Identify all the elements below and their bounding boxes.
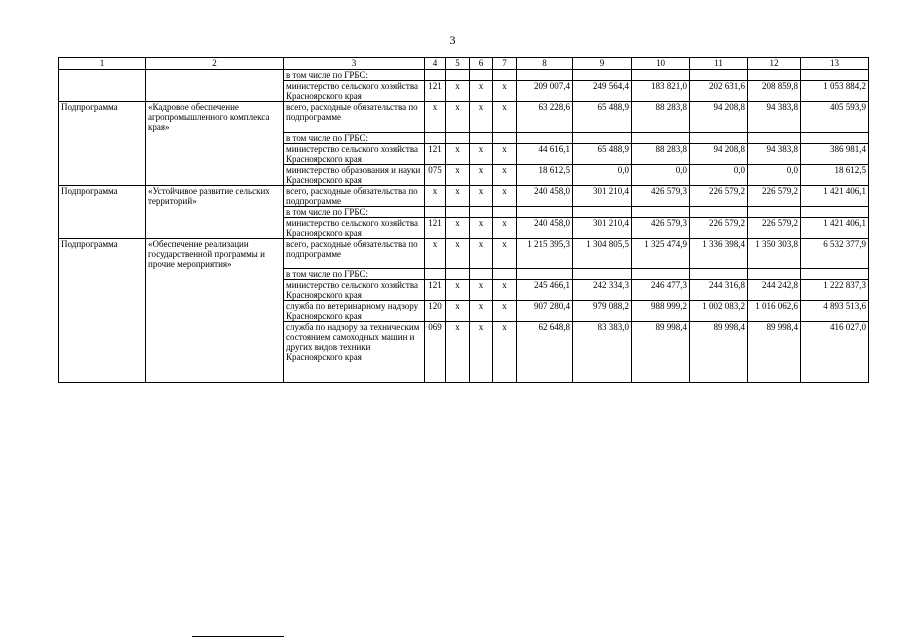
table-cell-c6: х	[470, 143, 493, 164]
table-cell-c11	[690, 269, 748, 280]
table-cell-c2	[146, 269, 284, 280]
table-cell-c5: х	[446, 238, 470, 269]
table-cell-c2	[146, 70, 284, 81]
table-cell-c9	[573, 70, 632, 81]
table-cell-c6: х	[470, 280, 493, 301]
table-row	[59, 269, 869, 280]
table-cell-c10	[632, 132, 690, 143]
table-cell-c13: 1 222 837,3	[801, 280, 869, 301]
table-cell-c9: 979 088,2	[573, 301, 632, 322]
table-cell-c9: 249 564,4	[573, 81, 632, 102]
table-cell-c5: х	[446, 185, 470, 206]
table-cell-c5	[446, 132, 470, 143]
table-cell-c6	[470, 70, 493, 81]
table-cell-c5: х	[446, 81, 470, 102]
table-cell-c1: Подпрограмма	[59, 102, 146, 133]
header-cell: 10	[632, 58, 690, 70]
table-cell-c5	[446, 269, 470, 280]
table-cell-c4: х	[425, 185, 446, 206]
footnote-separator	[192, 636, 284, 637]
table-cell-c11: 202 631,6	[690, 81, 748, 102]
table-cell-c3: министерство сельского хозяйства Красноярского края	[284, 143, 425, 164]
table-cell-c11: 1 002 083,2	[690, 301, 748, 322]
table-cell-c13	[801, 70, 869, 81]
table-cell-c4	[425, 132, 446, 143]
table-cell-c4: х	[425, 102, 446, 133]
table-cell-c11: 89 998,4	[690, 322, 748, 383]
table-cell-c2	[146, 143, 284, 164]
table-cell-c10: 88 283,8	[632, 102, 690, 133]
table-cell-c9	[573, 269, 632, 280]
table-cell-c5	[446, 206, 470, 217]
table-cell-c3: в том числе по ГРБС:	[284, 132, 425, 143]
table-cell-c3: в том числе по ГРБС:	[284, 206, 425, 217]
table-cell-c6	[470, 269, 493, 280]
table-cell-c11: 226 579,2	[690, 217, 748, 238]
table-cell-c9: 301 210,4	[573, 185, 632, 206]
table-cell-c8: 907 280,4	[517, 301, 573, 322]
table-cell-c2: «Устойчивое развитие сельских территорий»	[146, 185, 284, 206]
table-cell-c4: 121	[425, 217, 446, 238]
table-cell-c9	[573, 206, 632, 217]
table-cell-c12: 1 350 303,8	[748, 238, 801, 269]
table-cell-c2	[146, 81, 284, 102]
header-cell: 11	[690, 58, 748, 70]
table-cell-c11: 226 579,2	[690, 185, 748, 206]
table-row	[59, 217, 869, 238]
table-row	[59, 280, 869, 301]
table-cell-c3: всего, расходные обязательства по подпрограмме	[284, 185, 425, 206]
table-cell-c6	[470, 132, 493, 143]
table-cell-c10: 89 998,4	[632, 322, 690, 383]
table-cell-c8: 1 215 395,3	[517, 238, 573, 269]
table-cell-c6: х	[470, 301, 493, 322]
table-cell-c5: х	[446, 322, 470, 383]
table-cell-c1	[59, 164, 146, 185]
table-cell-c12: 94 383,8	[748, 102, 801, 133]
table-cell-c8	[517, 132, 573, 143]
table-cell-c3: служба по надзору за техническим состоянием самоходных машин и других видов техники Красноярского края	[284, 322, 425, 383]
table-cell-c7: х	[493, 301, 517, 322]
table-row	[59, 238, 869, 269]
table-cell-c2	[146, 132, 284, 143]
page-number: 3	[449, 33, 456, 47]
table-cell-c11	[690, 70, 748, 81]
table-cell-c5: х	[446, 217, 470, 238]
table-cell-c10: 1 325 474,9	[632, 238, 690, 269]
table-cell-c13: 6 532 377,9	[801, 238, 869, 269]
header-cell: 4	[425, 58, 446, 70]
table-cell-c12: 226 579,2	[748, 185, 801, 206]
table-row	[59, 81, 869, 102]
header-cell: 13	[801, 58, 869, 70]
table-cell-c4: 121	[425, 81, 446, 102]
table-cell-c6: х	[470, 322, 493, 383]
table-cell-c13: 405 593,9	[801, 102, 869, 133]
table-cell-c8: 245 466,1	[517, 280, 573, 301]
table-cell-c7: х	[493, 102, 517, 133]
table-row	[59, 301, 869, 322]
table-cell-c1	[59, 70, 146, 81]
table-cell-c9: 83 383,0	[573, 322, 632, 383]
table-cell-c3: служба по ветеринарному надзору Красноярского края	[284, 301, 425, 322]
table-cell-c3: министерство сельского хозяйства Красноярского края	[284, 217, 425, 238]
table-row	[59, 70, 869, 81]
table-cell-c2	[146, 280, 284, 301]
table-cell-c3: в том числе по ГРБС:	[284, 70, 425, 81]
table-row	[59, 185, 869, 206]
table-cell-c11: 0,0	[690, 164, 748, 185]
table-cell-c7: х	[493, 238, 517, 269]
table-cell-c10: 246 477,3	[632, 280, 690, 301]
table-cell-c1	[59, 322, 146, 383]
table-cell-c13: 1 421 406,1	[801, 185, 869, 206]
table-cell-c2	[146, 217, 284, 238]
table-cell-c1: Подпрограмма	[59, 238, 146, 269]
table-cell-c8	[517, 269, 573, 280]
table-cell-c9: 301 210,4	[573, 217, 632, 238]
table-cell-c3: всего, расходные обязательства по подпрограмме	[284, 102, 425, 133]
table-cell-c3: всего, расходные обязательства по подпрограмме	[284, 238, 425, 269]
table-row	[59, 322, 869, 383]
table-cell-c7: х	[493, 164, 517, 185]
header-cell: 3	[284, 58, 425, 70]
table-cell-c10	[632, 269, 690, 280]
table-row	[59, 164, 869, 185]
header-cell: 6	[470, 58, 493, 70]
table-cell-c8: 18 612,5	[517, 164, 573, 185]
table-cell-c7	[493, 206, 517, 217]
table-cell-c7	[493, 70, 517, 81]
table-cell-c9: 0,0	[573, 164, 632, 185]
table-cell-c7: х	[493, 81, 517, 102]
table-cell-c7	[493, 269, 517, 280]
table-cell-c8: 209 007,4	[517, 81, 573, 102]
table-cell-c5: х	[446, 301, 470, 322]
table-cell-c8: 62 648,8	[517, 322, 573, 383]
budget-table	[58, 57, 869, 383]
table-cell-c1	[59, 132, 146, 143]
table-cell-c5: х	[446, 280, 470, 301]
table-cell-c1	[59, 143, 146, 164]
table-cell-c8	[517, 70, 573, 81]
table-cell-c8: 63 228,6	[517, 102, 573, 133]
table-cell-c9: 242 334,3	[573, 280, 632, 301]
table-cell-c13: 1 421 406,1	[801, 217, 869, 238]
table-cell-c4: х	[425, 238, 446, 269]
table-cell-c2: «Обеспечение реализации государственной программы и прочие мероприятия»	[146, 238, 284, 269]
table-cell-c7: х	[493, 217, 517, 238]
table-cell-c7: х	[493, 143, 517, 164]
header-cell: 5	[446, 58, 470, 70]
table-cell-c8: 240 458,0	[517, 185, 573, 206]
table-cell-c10: 183 821,0	[632, 81, 690, 102]
table-cell-c13: 386 981,4	[801, 143, 869, 164]
table-cell-c1: Подпрограмма	[59, 185, 146, 206]
table-cell-c9: 65 488,9	[573, 143, 632, 164]
table-cell-c8: 240 458,0	[517, 217, 573, 238]
table-cell-c6	[470, 206, 493, 217]
table-cell-c12: 208 859,8	[748, 81, 801, 102]
table-cell-c13: 416 027,0	[801, 322, 869, 383]
header-cell: 9	[573, 58, 632, 70]
table-cell-c2	[146, 206, 284, 217]
header-cell: 1	[59, 58, 146, 70]
header-cell: 12	[748, 58, 801, 70]
table-cell-c13	[801, 132, 869, 143]
table-cell-c11	[690, 132, 748, 143]
table-cell-c7: х	[493, 185, 517, 206]
table-cell-c11: 244 316,8	[690, 280, 748, 301]
table-cell-c6: х	[470, 185, 493, 206]
table-cell-c4	[425, 206, 446, 217]
table-cell-c4: 121	[425, 143, 446, 164]
table-cell-c2	[146, 322, 284, 383]
table-cell-c10	[632, 206, 690, 217]
table-cell-c6: х	[470, 102, 493, 133]
table-row	[59, 102, 869, 133]
table-cell-c3: министерство сельского хозяйства Красноярского края	[284, 280, 425, 301]
table-cell-c2	[146, 164, 284, 185]
table-cell-c1	[59, 269, 146, 280]
table-cell-c4	[425, 269, 446, 280]
table-cell-c10: 426 579,3	[632, 217, 690, 238]
table-cell-c12	[748, 206, 801, 217]
table-cell-c13	[801, 206, 869, 217]
table-cell-c1	[59, 217, 146, 238]
table-cell-c12: 94 383,8	[748, 143, 801, 164]
table-cell-c4: 120	[425, 301, 446, 322]
table-cell-c6: х	[470, 164, 493, 185]
table-cell-c6: х	[470, 238, 493, 269]
table-cell-c1	[59, 301, 146, 322]
table-cell-c12	[748, 132, 801, 143]
table-cell-c4: 075	[425, 164, 446, 185]
table-cell-c5: х	[446, 143, 470, 164]
table-cell-c11: 94 208,8	[690, 143, 748, 164]
table-cell-c9	[573, 132, 632, 143]
table-cell-c2	[146, 301, 284, 322]
table-cell-c7: х	[493, 280, 517, 301]
table-cell-c12: 89 998,4	[748, 322, 801, 383]
table-cell-c3: министерство образования и науки Красноярского края	[284, 164, 425, 185]
table-cell-c11: 1 336 398,4	[690, 238, 748, 269]
table-cell-c11: 94 208,8	[690, 102, 748, 133]
header-row	[59, 58, 869, 70]
table-cell-c10: 88 283,8	[632, 143, 690, 164]
table-cell-c7: х	[493, 322, 517, 383]
table-cell-c4	[425, 70, 446, 81]
header-cell: 7	[493, 58, 517, 70]
table-cell-c6: х	[470, 217, 493, 238]
table-cell-c8	[517, 206, 573, 217]
table-cell-c8: 44 616,1	[517, 143, 573, 164]
table-cell-c12: 226 579,2	[748, 217, 801, 238]
table-cell-c10: 988 999,2	[632, 301, 690, 322]
table-cell-c1	[59, 280, 146, 301]
table-cell-c10	[632, 70, 690, 81]
table-cell-c2: «Кадровое обеспечение агропромышленного комплекса края»	[146, 102, 284, 133]
table-cell-c9: 65 488,9	[573, 102, 632, 133]
table-cell-c13: 18 612,5	[801, 164, 869, 185]
table-cell-c5	[446, 70, 470, 81]
table-cell-c7	[493, 132, 517, 143]
table-row	[59, 132, 869, 143]
table-cell-c12	[748, 269, 801, 280]
table-cell-c12	[748, 70, 801, 81]
table-cell-c12: 0,0	[748, 164, 801, 185]
table-cell-c5: х	[446, 164, 470, 185]
header-cell: 2	[146, 58, 284, 70]
table-cell-c10: 426 579,3	[632, 185, 690, 206]
table-cell-c11	[690, 206, 748, 217]
table-cell-c13: 4 893 513,6	[801, 301, 869, 322]
table-cell-c1	[59, 81, 146, 102]
table-cell-c4: 121	[425, 280, 446, 301]
table-cell-c1	[59, 206, 146, 217]
header-cell: 8	[517, 58, 573, 70]
table-cell-c12: 244 242,8	[748, 280, 801, 301]
table-row	[59, 206, 869, 217]
table-cell-c13: 1 053 884,2	[801, 81, 869, 102]
table-cell-c13	[801, 269, 869, 280]
table-cell-c4: 069	[425, 322, 446, 383]
table-cell-c3: в том числе по ГРБС:	[284, 269, 425, 280]
table-cell-c5: х	[446, 102, 470, 133]
table-cell-c12: 1 016 062,6	[748, 301, 801, 322]
table-cell-c10: 0,0	[632, 164, 690, 185]
table-row	[59, 143, 869, 164]
table-cell-c9: 1 304 805,5	[573, 238, 632, 269]
table-cell-c3: министерство сельского хозяйства Красноярского края	[284, 81, 425, 102]
table-cell-c6: х	[470, 81, 493, 102]
